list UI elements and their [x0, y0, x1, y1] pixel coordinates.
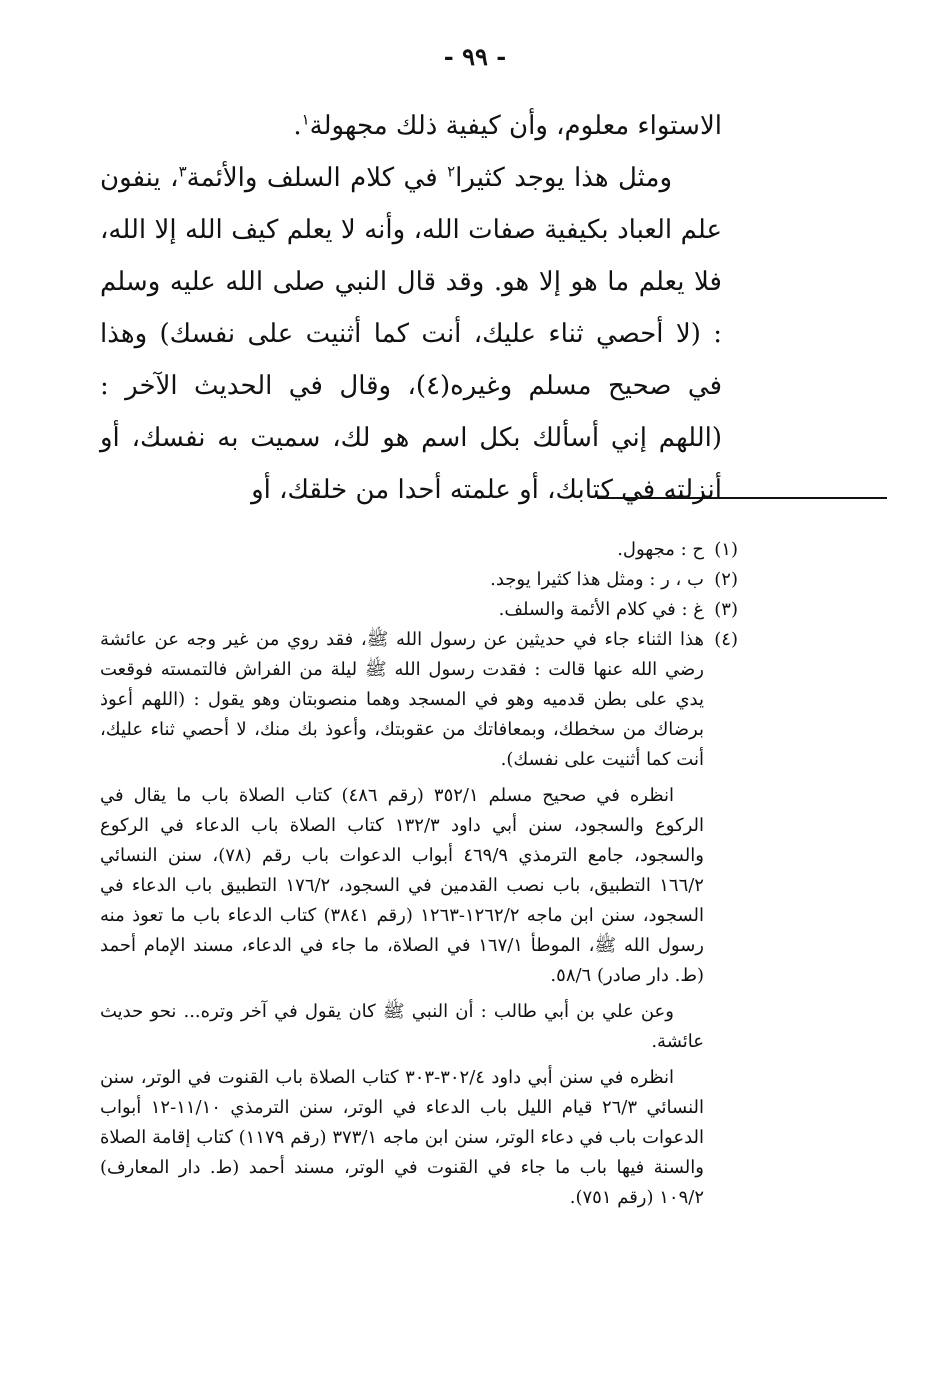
- footnote-divider: [597, 497, 887, 499]
- main-paragraph-2-text-c: ، ينفون علم العباد بكيفية صفات الله، وأنه لا يعلم كيف الله إلا الله، فلا يعلم ما هو إلا هو. وقد قال النبي صلى الله عليه وسلم : (لا أحصي ثناء عليك، أنت كما أثنيت على نفسك) وهذا في صحيح مسلم وغيره(٤)، وقال في الحديث الآخر : (اللهم إني أسألك بكل اسم هو لك، سميت به نفسك، أو أنزلته في كتابك، أو علمته أحدا من خلقك، أو: [100, 163, 722, 505]
- footnote-text: ح : مجهول.: [617, 539, 704, 560]
- footnote-1: [100, 535, 738, 565]
- page-number: - ٩٩ -: [443, 42, 507, 71]
- footnote-ref-3: ٣: [178, 162, 187, 181]
- footnote-3: [100, 595, 738, 625]
- footnote-4: [100, 625, 738, 1213]
- footnote-number: (٤): [714, 629, 738, 650]
- main-text: [100, 100, 722, 516]
- footnote-4-paragraph-1: هذا الثناء جاء في حديثين عن رسول الله ﷺ، فقد روي من غير وجه عن عائشة رضي الله عنها قالت : فقدت رسول الله ﷺ ليلة من الفراش فالتمسته فوقعت يدي على بطن قدميه وهو في المسجد وهما منصوبتان وهو يقول : (اللهم أعوذ برضاك من سخطك، وبمعافاتك من عقوبتك، وأعوذ بك منك، لا أحصي ثناء عليك، أنت كما أثنيت على نفسك).: [100, 629, 704, 770]
- footnote-number: (٢): [714, 569, 738, 590]
- main-paragraph-1-text: الاستواء معلوم، وأن كيفية ذلك مجهولة: [309, 111, 722, 141]
- footnote-ref-2: ٢: [447, 162, 456, 181]
- footnote-text: ب ، ر : ومثل هذا كثيرا يوجد.: [490, 569, 704, 590]
- main-paragraph-1-period: .: [293, 111, 302, 141]
- footnote-4-paragraph-4: انظره في سنن أبي داود ٣٠٢/٤-٣٠٣ كتاب الصلاة باب القنوت في الوتر، سنن النسائي ٢٦/٣ قيام الليل باب الدعاء في الوتر، سنن الترمذي ١١/١٠-١٢ أبواب الدعوات باب في دعاء الوتر، سنن ابن ماجه ٣٧٣/١ (رقم ١١٧٩) كتاب إقامة الصلاة والسنة فيها باب ما جاء في القنوت في الوتر، مسند أحمد (ط. دار المعارف) ١٠٩/٢ (رقم ٧٥١).: [100, 1067, 704, 1208]
- main-paragraph-2-text-b: في كلام السلف والأئمة: [186, 163, 448, 193]
- main-paragraph-2: [100, 152, 722, 516]
- footnote-text: غ : في كلام الأئمة والسلف.: [498, 599, 704, 620]
- footnote-ref-1: ١: [301, 110, 310, 129]
- footnote-number: (٣): [714, 599, 738, 620]
- footnote-4-body: [100, 625, 704, 1213]
- main-paragraph-1: [100, 100, 722, 152]
- footnote-number: (١): [714, 539, 738, 560]
- footnote-2: [100, 565, 738, 595]
- footnotes: [100, 535, 738, 1213]
- main-paragraph-2-text-a: ومثل هذا يوجد كثيرا: [455, 163, 673, 193]
- footnote-4-paragraph-3: وعن علي بن أبي طالب : أن النبي ﷺ كان يقول في آخر وتره... نحو حديث عائشة.: [100, 1001, 704, 1052]
- footnote-4-paragraph-2: انظره في صحيح مسلم ٣٥٢/١ (رقم ٤٨٦) كتاب الصلاة باب ما يقال في الركوع والسجود، سنن أبي داود ١٣٢/٣ كتاب الصلاة باب الدعاء في الركوع والسجود، جامع الترمذي ٤٦٩/٩ أبواب الدعوات باب رقم (٧٨)، سنن النسائي ١٦٦/٢ التطبيق، باب نصب القدمين في السجود، ١٧٦/٢ التطبيق باب الدعاء في السجود، سنن ابن ماجه ١٢٦٢/٢-١٢٦٣ (رقم ٣٨٤١) كتاب الدعاء باب ما تعوذ منه رسول الله ﷺ، الموطأ ١٦٧/١ في الصلاة، ما جاء في الدعاء، مسند الإمام أحمد (ط. دار صادر) ٥٨/٦.: [100, 785, 704, 986]
